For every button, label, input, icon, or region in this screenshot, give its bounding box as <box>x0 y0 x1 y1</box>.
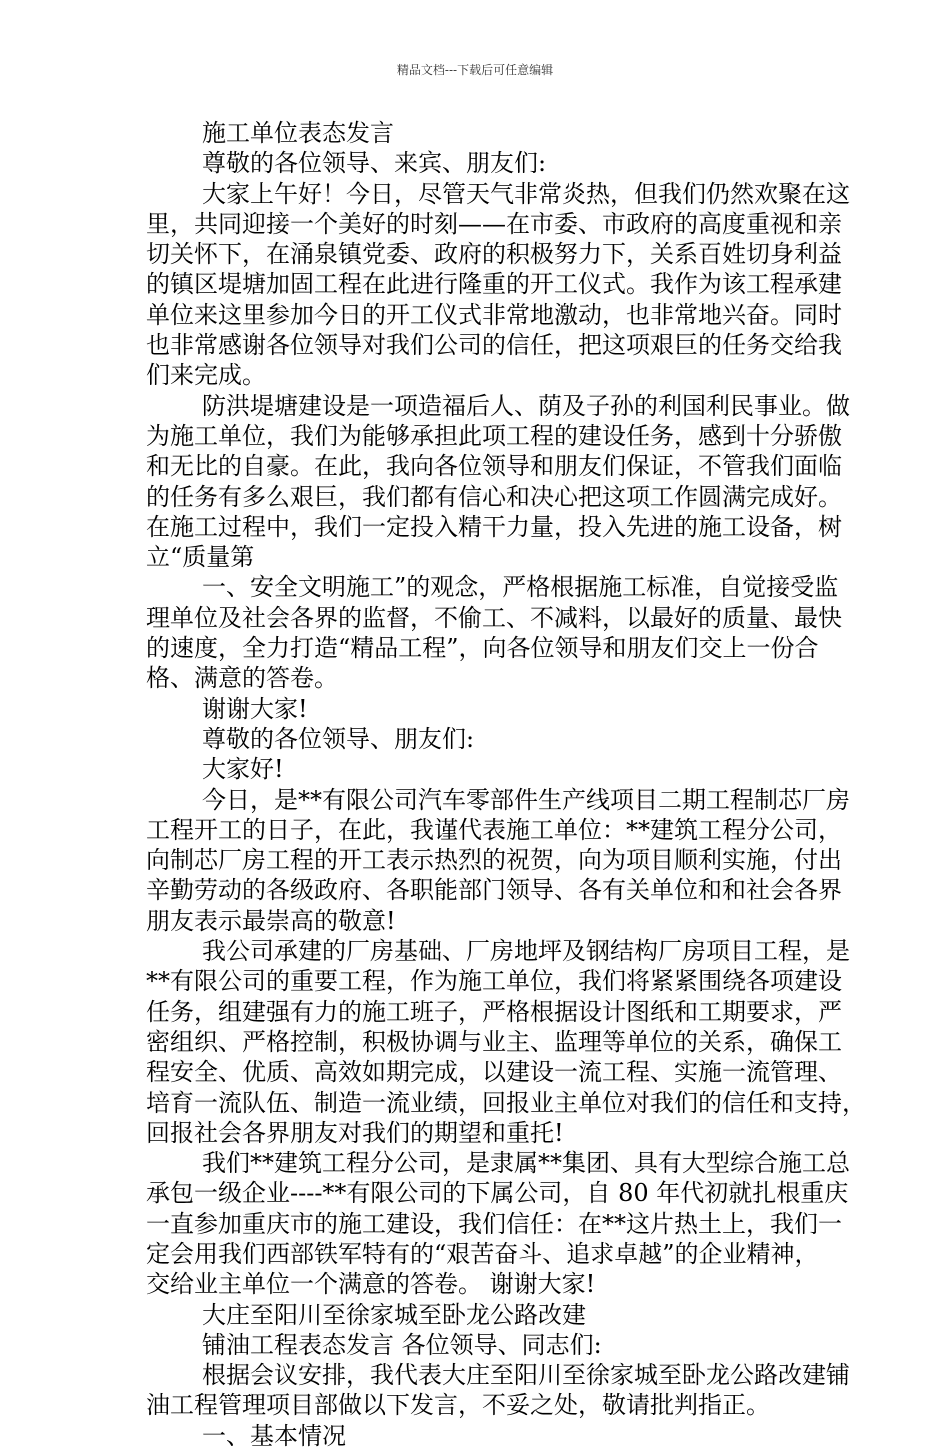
text-line: 辛勤劳动的各级政府、各职能部门领导、各有关单位和和社会各界 <box>146 876 842 905</box>
text-line: 为施工单位，我们为能够承担此项工程的建设任务，感到十分骄傲 <box>146 421 842 450</box>
text-line: 工程开工的日子，在此，我谨代表施工单位：**建筑工程分公司， <box>146 815 842 844</box>
text-line: 格、满意的答卷。 <box>146 664 338 693</box>
document-body <box>146 118 866 1451</box>
text-line: 今日，是**有限公司汽车零部件生产线项目二期工程制芯厂房 <box>202 785 850 814</box>
text-line: 和无比的自豪。在此，我向各位领导和朋友们保证，不管我们面临 <box>146 452 842 481</box>
text-line: 谢谢大家! <box>202 694 308 723</box>
text-line: 大家上午好！今日，尽管天气非常炎热，但我们仍然欢聚在这 <box>202 179 850 208</box>
text-line: 单位来这里参加今日的开工仪式非常地激动，也非常地兴奋。同时 <box>146 300 842 329</box>
text-line: 定会用我们西部铁军特有的“艰苦奋斗、追求卓越”的企业精神， <box>146 1239 819 1268</box>
text-line: 回报社会各界朋友对我们的期望和重托! <box>146 1118 564 1147</box>
text-line: 根据会议安排，我代表大庄至阳川至徐家城至卧龙公路改建铺 <box>202 1361 850 1390</box>
text-line: 大庄至阳川至徐家城至卧龙公路改建 <box>202 1300 586 1329</box>
text-line: 的速度，全力打造“精品工程”，向各位领导和朋友们交上一份合 <box>146 634 819 663</box>
text-line: 我们**建筑工程分公司，是隶属**集团、具有大型综合施工总 <box>202 1149 850 1178</box>
text-line: 理单位及社会各界的监督，不偷工、不减料，以最好的质量、最快 <box>146 603 842 632</box>
text-line: 密组织、严格控制，积极协调与业主、监理等单位的关系，确保工 <box>146 1027 842 1056</box>
text-line: 一直参加重庆市的施工建设，我们信任：在**这片热土上，我们一 <box>146 1209 842 1238</box>
text-line: 朋友表示最崇高的敬意! <box>146 906 396 935</box>
text-line: 一、基本情况 <box>202 1421 346 1450</box>
text-line: 油工程管理项目部做以下发言，不妥之处，敬请批判指正。 <box>146 1391 770 1420</box>
text-line: 在施工过程中，我们一定投入精干力量，投入先进的施工设备，树 <box>146 512 842 541</box>
text-line: 施工单位表态发言 <box>202 119 394 147</box>
text-line: **有限公司的重要工程，作为施工单位，我们将紧紧围绕各项建设 <box>146 967 842 996</box>
text-line: 承包一级企业----**有限公司的下属公司，自 80 年代初就扎根重庆 <box>146 1179 849 1208</box>
text-line: 里，共同迎接一个美好的时刻——在市委、市政府的高度重视和亲 <box>146 209 842 238</box>
text-line: 立“质量第 <box>146 543 255 572</box>
text-line: 向制芯厂房工程的开工表示热烈的祝贺，向为项目顺利实施，付出 <box>146 846 842 875</box>
text-line: 任务，组建强有力的施工班子，严格根据设计图纸和工期要求，严 <box>146 997 842 1026</box>
text-line: 尊敬的各位领导、来宾、朋友们: <box>202 149 547 178</box>
text-line: 们来完成。 <box>146 361 266 390</box>
text-line: 的任务有多么艰巨，我们都有信心和决心把这项工作圆满完成好。 <box>146 482 842 511</box>
text-line: 大家好! <box>202 755 284 784</box>
text-line: 防洪堤塘建设是一项造福后人、荫及子孙的利国利民事业。做 <box>202 391 850 420</box>
text-line: 我公司承建的厂房基础、厂房地坪及钢结构厂房项目工程，是 <box>202 937 850 966</box>
text-line: 的镇区堤塘加固工程在此进行隆重的开工仪式。我作为该工程承建 <box>146 270 842 299</box>
text-line: 程安全、优质、高效如期完成，以建设一流工程、实施一流管理、 <box>146 1058 842 1087</box>
text-line: 尊敬的各位领导、朋友们: <box>202 724 475 753</box>
page-header: 精品文档---下载后可任意编辑 <box>396 63 554 77</box>
text-line: 培育一流队伍、制造一流业绩，回报业主单位对我们的信任和支持， <box>146 1088 866 1117</box>
text-line: 也非常感谢各位领导对我们公司的信任，把这项艰巨的任务交给我 <box>146 331 842 360</box>
text-line: 交给业主单位一个满意的答卷。 谢谢大家! <box>146 1270 596 1299</box>
text-line: 一、安全文明施工”的观念，严格根据施工标准，自觉接受监 <box>202 573 839 602</box>
text-line: 切关怀下，在涌泉镇党委、政府的积极努力下，关系百姓切身利益 <box>146 240 842 269</box>
text-line: 铺油工程表态发言 各位领导、同志们: <box>202 1330 602 1359</box>
